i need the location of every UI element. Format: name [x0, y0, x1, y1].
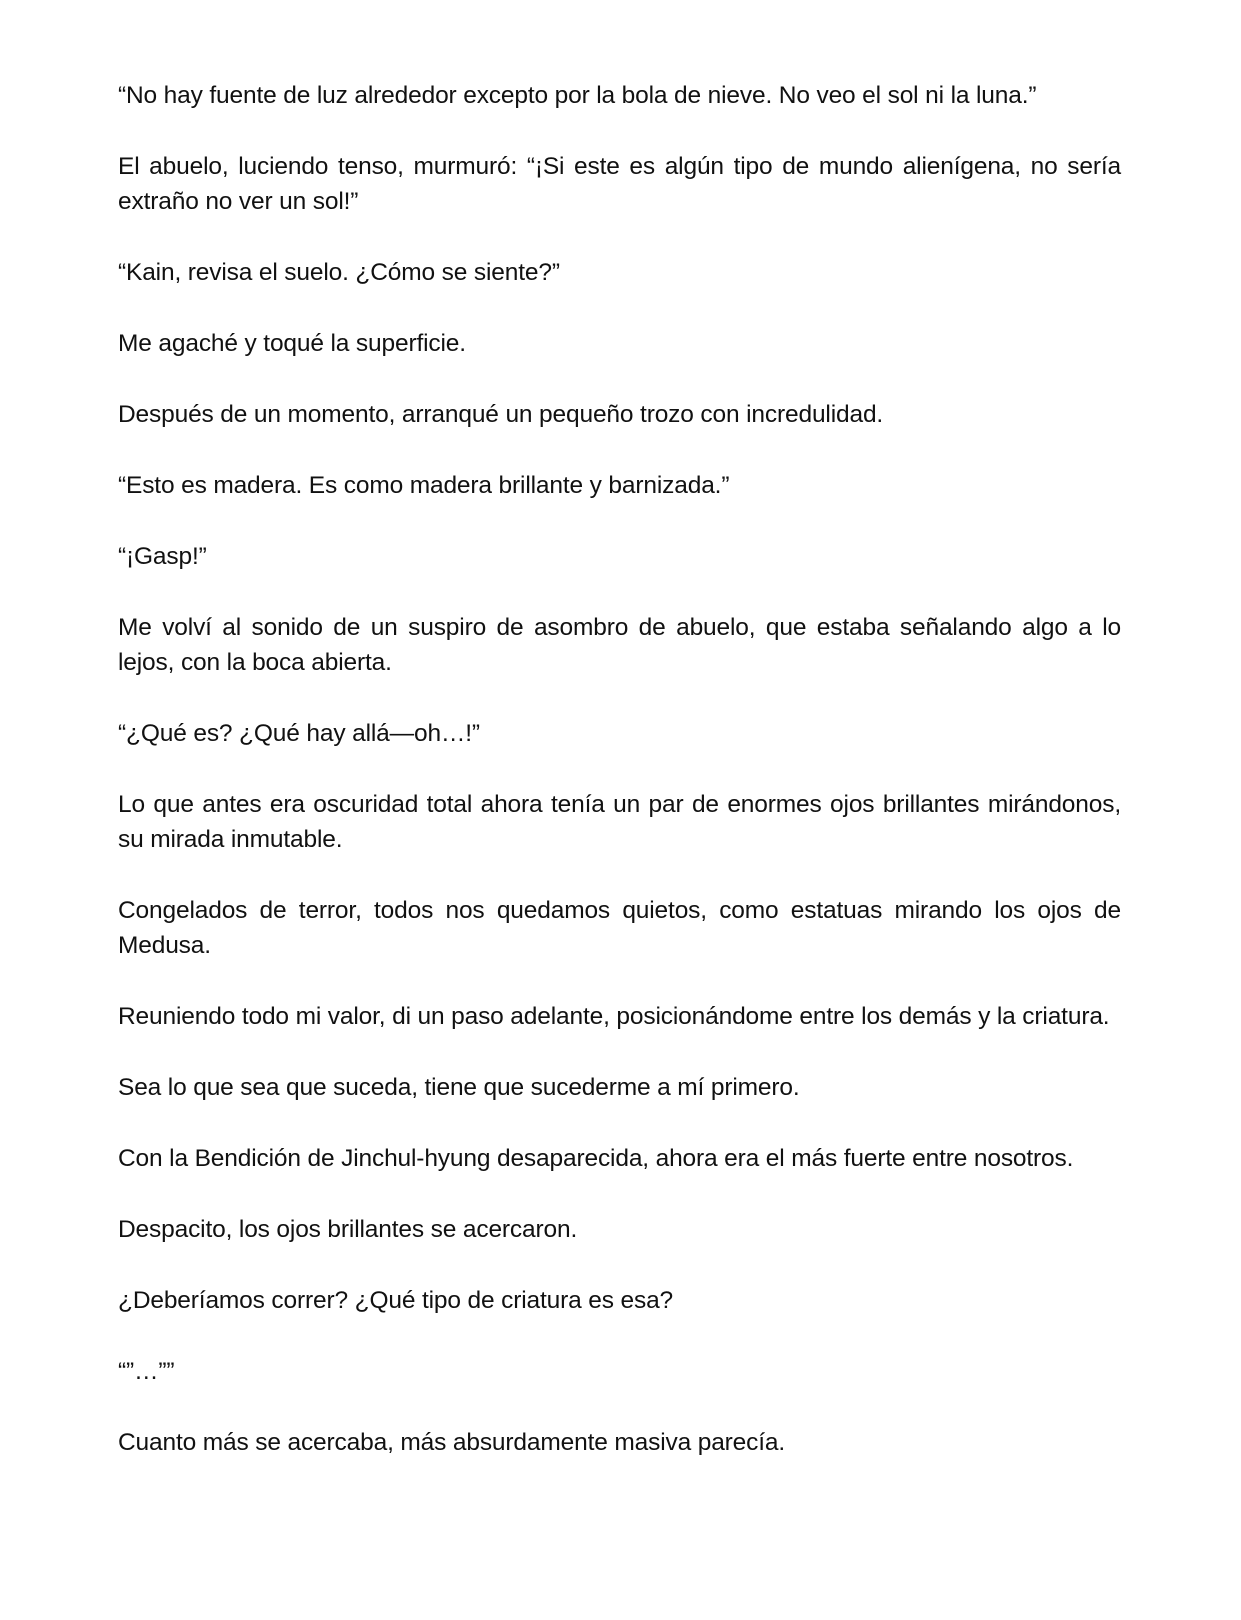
paragraph: “¡Gasp!” — [118, 543, 207, 570]
paragraph: “No hay fuente de luz alrededor excepto por la bola de nieve. No veo el sol ni la luna.” — [118, 82, 1037, 109]
paragraph: Reuniendo todo mi valor, di un paso adelante, posicionándome entre los demás y la criatura. — [118, 1003, 1110, 1030]
paragraph: El abuelo, luciendo tenso, murmuró: “¡Si este es algún tipo de mundo alienígena, no sería extraño no ver un sol!” — [118, 153, 1121, 215]
paragraph: Congelados de terror, todos nos quedamos quietos, como estatuas mirando los ojos de Medusa. — [118, 897, 1121, 959]
paragraph: “¿Qué es? ¿Qué hay allá—oh…!” — [118, 720, 480, 747]
paragraph: “”…”” — [118, 1358, 175, 1385]
paragraph: “Kain, revisa el suelo. ¿Cómo se siente?” — [118, 259, 560, 286]
paragraph: Me agaché y toqué la superficie. — [118, 330, 466, 357]
paragraph: Después de un momento, arranqué un pequeño trozo con incredulidad. — [118, 401, 884, 428]
paragraph: Despacito, los ojos brillantes se acercaron. — [118, 1216, 578, 1243]
paragraph: Sea lo que sea que suceda, tiene que sucederme a mí primero. — [118, 1074, 800, 1101]
paragraph: Me volví al sonido de un suspiro de asombro de abuelo, que estaba señalando algo a lo lejos, con la boca abierta. — [118, 614, 1121, 676]
paragraph: Lo que antes era oscuridad total ahora tenía un par de enormes ojos brillantes mirándonos, su mirada inmutable. — [118, 791, 1121, 853]
paragraph: Cuanto más se acercaba, más absurdamente masiva parecía. — [118, 1429, 786, 1456]
paragraph: Con la Bendición de Jinchul-hyung desaparecida, ahora era el más fuerte entre nosotros. — [118, 1145, 1074, 1172]
paragraph: ¿Deberíamos correr? ¿Qué tipo de criatura es esa? — [118, 1287, 674, 1314]
paragraph: “Esto es madera. Es como madera brillante y barnizada.” — [118, 472, 730, 499]
